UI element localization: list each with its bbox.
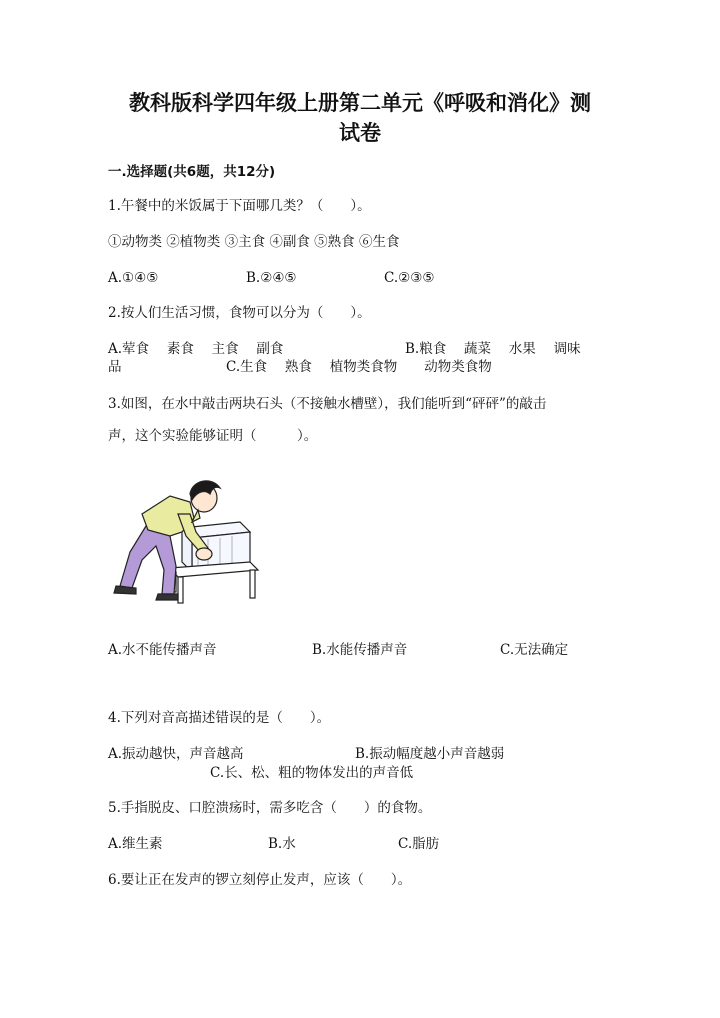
question-5-option-a: A.维生素: [108, 836, 163, 852]
title-line-1: 教科版科学四年级上册第二单元《呼吸和消化》测: [129, 91, 591, 115]
question-3-stem-line-2: 声，这个实验能够证明（ ）。: [108, 428, 318, 444]
question-3-stem-line-1: 3.如图，在水中敲击两块石头（不接触水槽壁），我们能听到“砰砰”的敲击: [108, 396, 547, 412]
title-line-2: 试卷: [339, 121, 381, 145]
question-2-option-b: B.粮食 蔬菜 水果 调味: [405, 341, 581, 357]
question-4-stem: 4.下列对音高描述错误的是（ ）。: [108, 710, 331, 726]
question-3-option-a: A.水不能传播声音: [108, 642, 217, 658]
question-2-stem: 2.按人们生活习惯，食物可以分为（ ）。: [108, 305, 371, 321]
question-1-sub: ①动物类 ②植物类 ③主食 ④副食 ⑤熟食 ⑥生食: [108, 234, 400, 250]
question-6-stem: 6.要让正在发声的锣立刻停止发声，应该（ ）。: [108, 872, 412, 888]
question-4-option-c: C.长、松、粗的物体发出的声音低: [210, 765, 414, 781]
section-heading: 一.选择题(共6题，共12分): [108, 164, 276, 180]
question-2-option-b-wrap: 品: [108, 359, 122, 375]
document-title: [100, 88, 620, 148]
question-5-option-c: C.脂肪: [398, 836, 440, 852]
question-5-option-b: B.水: [268, 836, 296, 852]
question-4-option-b: B.振动幅度越小声音越弱: [355, 746, 505, 762]
question-2-option-c: C.生食 熟食 植物类食物 动物类食物: [226, 359, 492, 375]
question-1-option-b: B.②④⑤: [246, 270, 297, 286]
question-3-option-b: B.水能传播声音: [312, 642, 408, 658]
question-5-stem: 5.手指脱皮、口腔溃疡时，需多吃含（ ）的食物。: [108, 800, 432, 816]
boy-striking-stones-in-water-illustration: [112, 474, 262, 608]
question-1-option-a: A.①④⑤: [108, 270, 159, 286]
question-4-option-a: A.振动越快，声音越高: [108, 746, 244, 762]
question-2-option-a: A.荤食 素食 主食 副食: [108, 341, 284, 357]
table: [170, 562, 258, 603]
question-1-stem: 1.午餐中的米饭属于下面哪几类？（ ）。: [108, 198, 371, 214]
question-1-option-c: C.②③⑤: [384, 270, 435, 286]
question-3-option-c: C.无法确定: [500, 642, 569, 658]
